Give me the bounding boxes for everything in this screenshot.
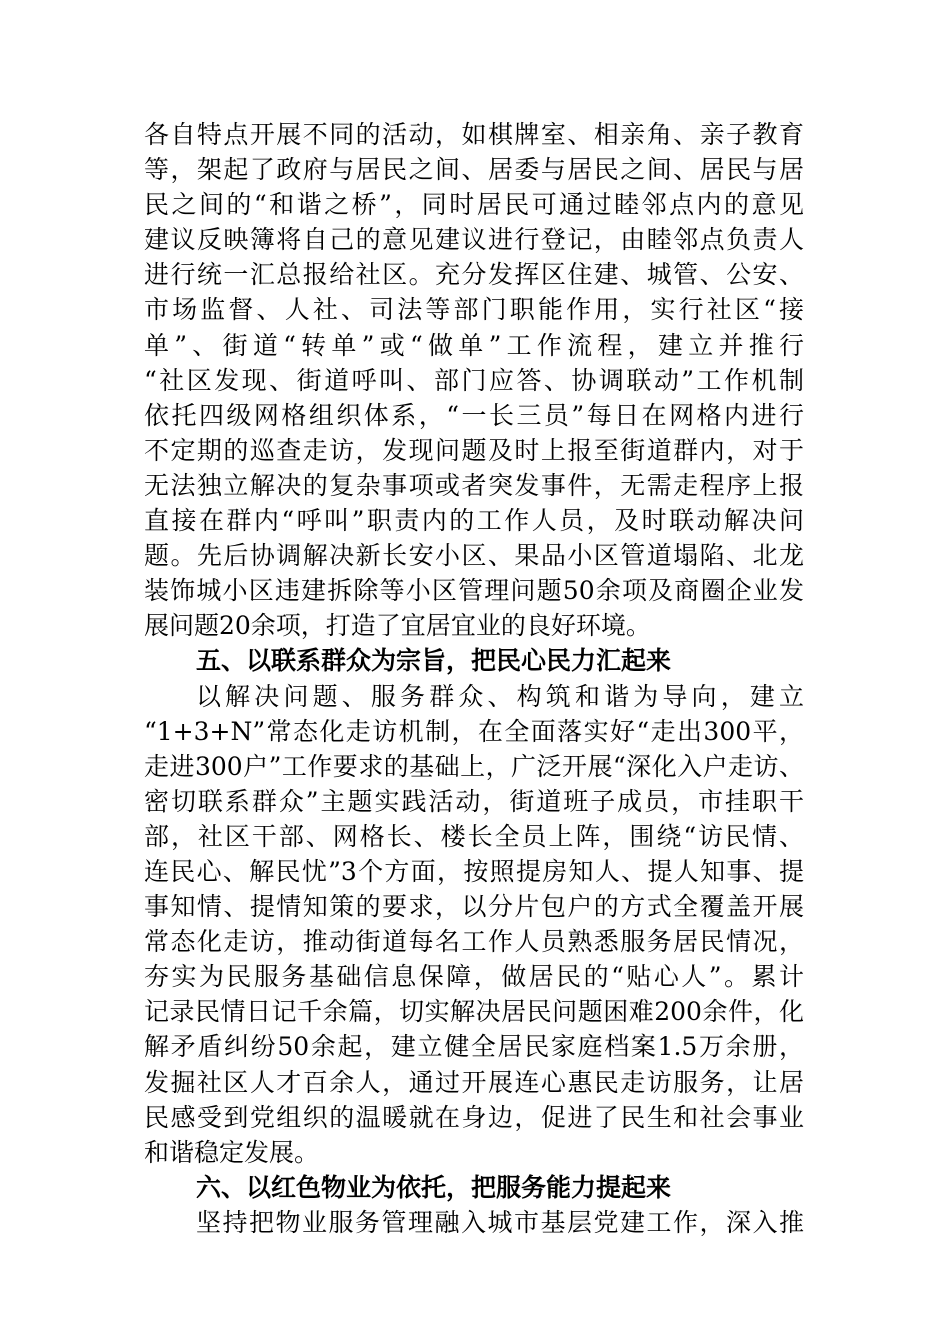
text-line: 走进300户”工作要求的基础上，广泛开展“深化入户走访、 — [144, 751, 804, 781]
text-line: “1+3+N”常态化走访机制，在全面落实好“走出300平， — [144, 716, 804, 746]
text-line: 等，架起了政府与居民之间、居委与居民之间、居民与居 — [144, 155, 804, 185]
text-line: 各自特点开展不同的活动，如棋牌室、相亲角、亲子教育 — [144, 120, 804, 149]
section-heading: 五、以联系群众为宗旨，把民心民力汇起来 — [196, 646, 672, 676]
text-line: 单”、街道“转单”或“做单”工作流程，建立并推行 — [144, 330, 804, 360]
text-line: 建议反映簿将自己的意见建议进行登记，由睦邻点负责人 — [144, 225, 804, 255]
text-line: 连民心、解民忧”3个方面，按照提房知人、提人知事、提 — [144, 856, 804, 886]
text-line: 依托四级网格组织体系，“一长三员”每日在网格内进行 — [144, 400, 804, 430]
text-line: 和谐稳定发展。 — [144, 1137, 320, 1167]
document-page — [144, 117, 804, 1240]
text-line: 市场监督、人社、司法等部门职能作用，实行社区“接 — [144, 295, 804, 325]
text-line: 部，社区干部、网格长、楼长全员上阵，围绕“访民情、 — [144, 821, 804, 851]
text-line: 夯实为民服务基础信息保障，做居民的“贴心人”。累计 — [144, 962, 804, 992]
text-line: 直接在群内“呼叫”职责内的工作人员，及时联动解决问 — [144, 506, 804, 536]
text-line: 密切联系群众”主题实践活动，街道班子成员，市挂职干 — [144, 786, 804, 816]
text-line: 进行统一汇总报给社区。充分发挥区住建、城管、公安、 — [144, 260, 804, 290]
text-line: 事知情、提情知策的要求，以分片包户的方式全覆盖开展 — [144, 892, 804, 922]
section-heading: 六、以红色物业为依托，把服务能力提起来 — [196, 1172, 672, 1202]
text-line: 无法独立解决的复杂事项或者突发事件，无需走程序上报 — [144, 470, 804, 500]
text-line: 解矛盾纠纷50余起，建立健全居民家庭档案1.5万余册， — [144, 1032, 804, 1062]
text-line: 展问题20余项，打造了宜居宜业的良好环境。 — [144, 611, 651, 641]
text-line: 常态化走访，推动街道每名工作人员熟悉服务居民情况， — [144, 927, 804, 957]
text-line: 民感受到党组织的温暖就在身边，促进了民生和社会事业 — [144, 1102, 804, 1132]
text-line: 装饰城小区违建拆除等小区管理问题50余项及商圈企业发 — [144, 576, 804, 606]
text-line: 记录民情日记千余篇，切实解决居民问题困难200余件，化 — [144, 997, 804, 1027]
text-line: 坚持把物业服务管理融入城市基层党建工作，深入推 — [196, 1207, 804, 1237]
text-line: 民之间的“和谐之桥”，同时居民可通过睦邻点内的意见 — [144, 190, 804, 220]
text-line: 以解决问题、服务群众、构筑和谐为导向，建立 — [196, 681, 804, 711]
text-line: 发掘社区人才百余人，通过开展连心惠民走访服务，让居 — [144, 1067, 804, 1097]
text-line: 题。先后协调解决新长安小区、果品小区管道塌陷、北龙 — [144, 541, 804, 571]
text-line: “社区发现、街道呼叫、部门应答、协调联动”工作机制 — [144, 365, 804, 395]
text-line: 不定期的巡查走访，发现问题及时上报至街道群内，对于 — [144, 435, 804, 465]
